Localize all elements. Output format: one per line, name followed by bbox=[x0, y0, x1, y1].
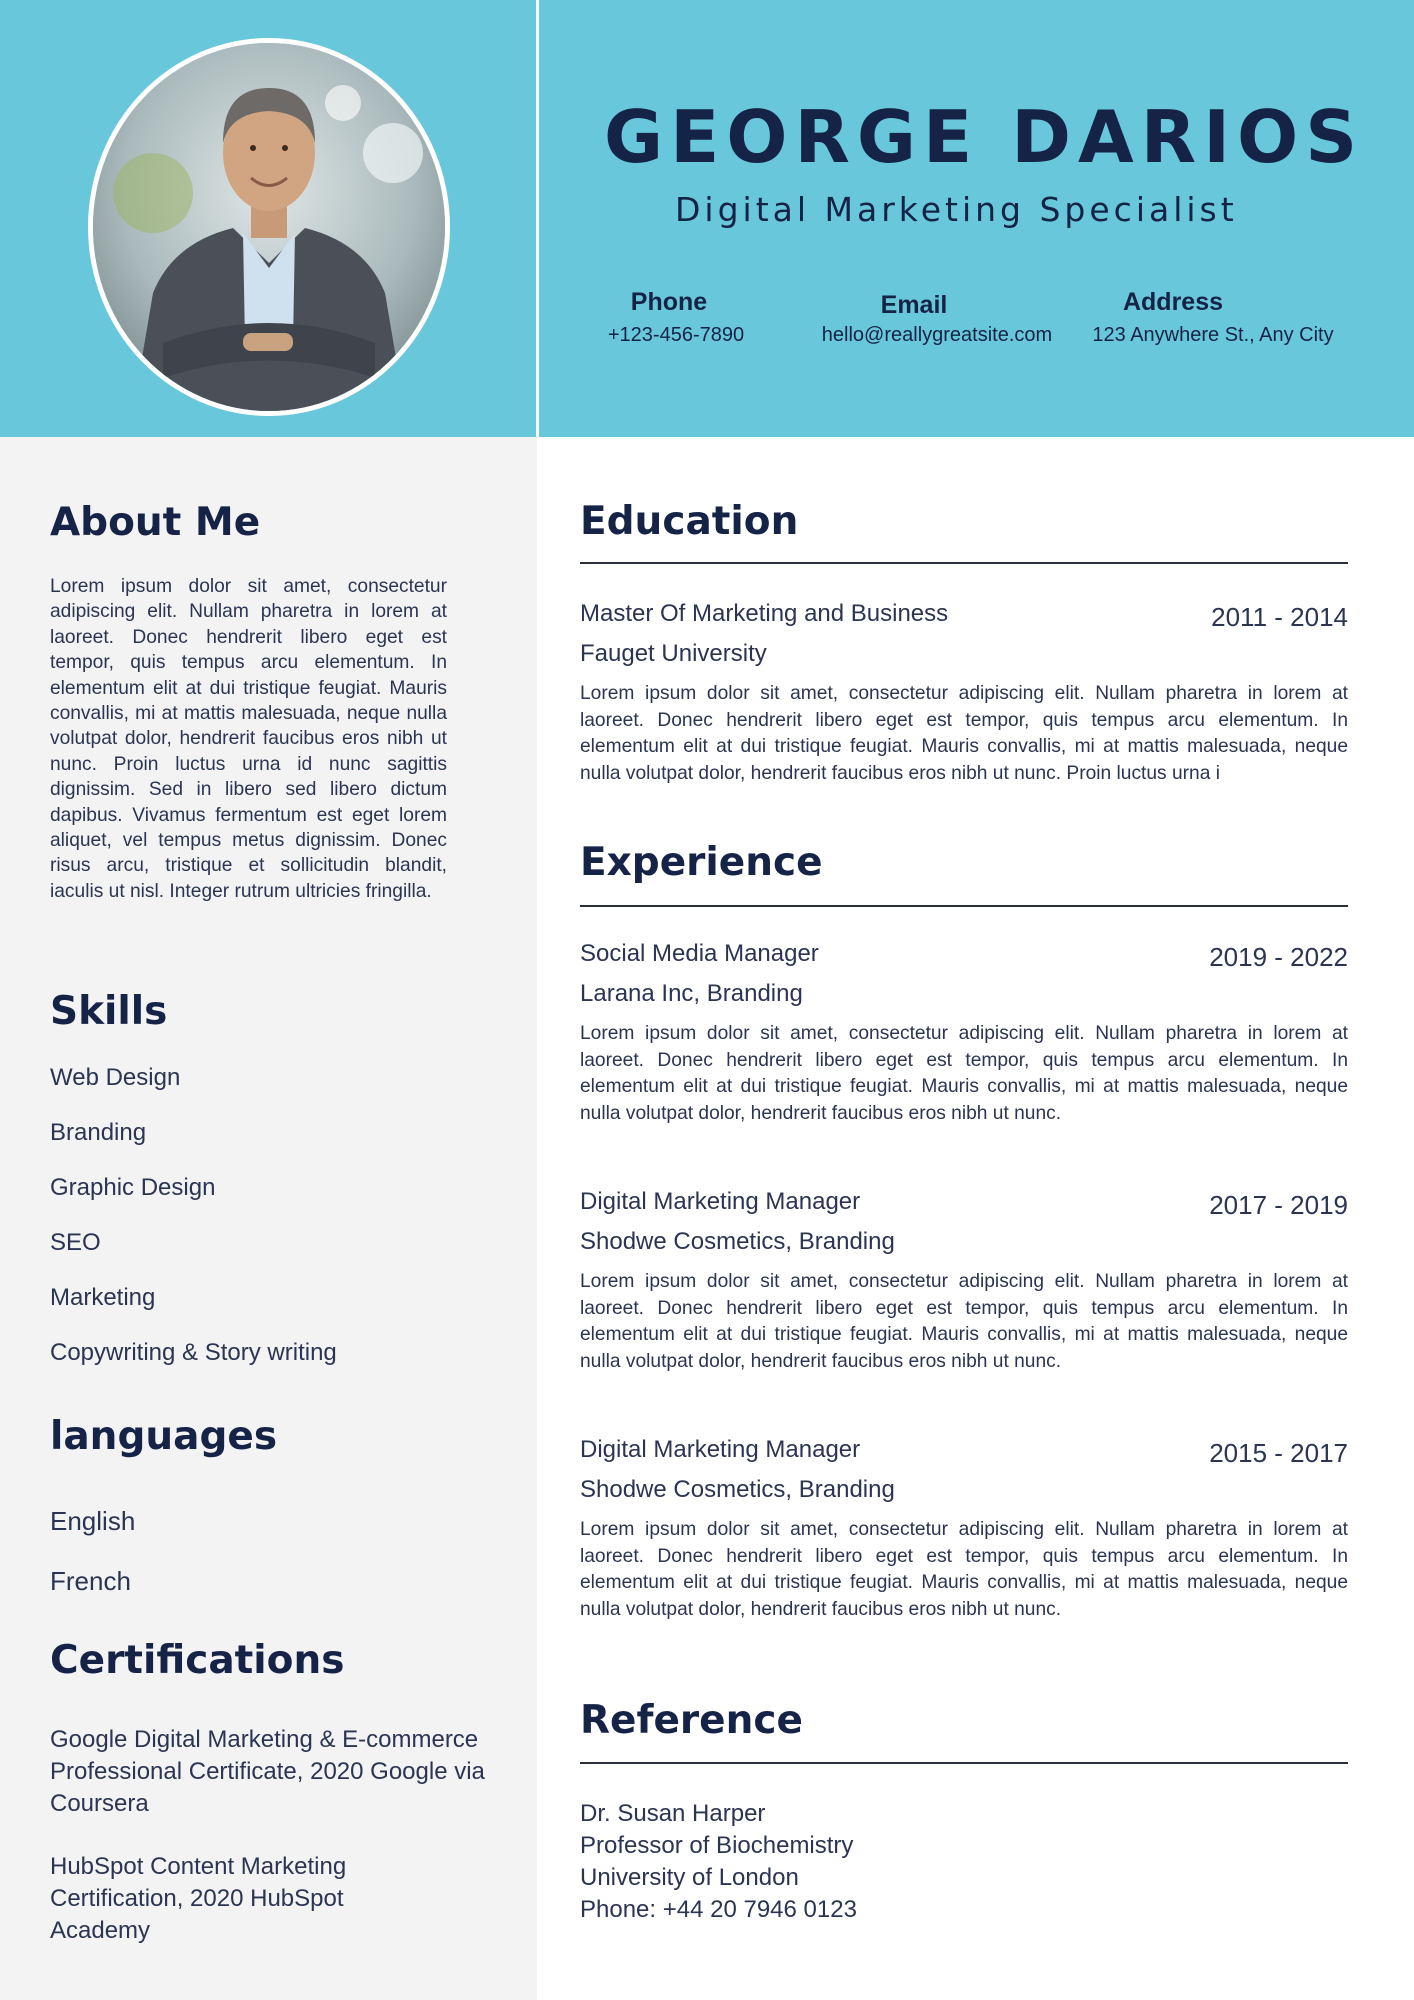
person-name: GEORGE DARIOS bbox=[604, 95, 1365, 179]
experience-company: Shodwe Cosmetics, Branding bbox=[580, 1476, 895, 1503]
certifications-heading: Certifications bbox=[50, 1638, 345, 1683]
experience-role: Social Media Manager bbox=[580, 940, 819, 967]
experience-date: 2019 - 2022 bbox=[1209, 942, 1348, 972]
experience-company: Shodwe Cosmetics, Branding bbox=[580, 1228, 895, 1255]
skill-item: Web Design bbox=[50, 1064, 181, 1091]
skills-heading: Skills bbox=[50, 989, 168, 1034]
email-label: Email bbox=[880, 291, 948, 319]
address-label: Address bbox=[1122, 288, 1224, 316]
profile-photo-illustration bbox=[93, 43, 445, 411]
reference-phone: Phone: +44 20 7946 0123 bbox=[580, 1896, 857, 1923]
experience-company: Larana Inc, Branding bbox=[580, 980, 803, 1007]
skill-item: Copywriting & Story writing bbox=[50, 1339, 337, 1366]
language-item: French bbox=[50, 1566, 131, 1596]
experience-description: Lorem ipsum dolor sit amet, consectetur adipiscing elit. Nullam pharetra in lorem at laoreet. Donec hendrerit libero eget est tempor, quis tempus arcu elementum. In elementum elit at dui tristique feugiat. Mauris convallis, mi at mattis malesuada, neque nulla volutpat dolor, hendrerit faucibus eros nibh ut nunc. bbox=[580, 1023, 1348, 1124]
languages-heading: languages bbox=[50, 1414, 278, 1459]
skill-item: Marketing bbox=[50, 1284, 156, 1311]
experience-heading: Experience bbox=[580, 840, 823, 885]
reference-heading: Reference bbox=[580, 1698, 803, 1743]
address-value: 123 Anywhere St., Any City bbox=[1092, 324, 1334, 346]
experience-divider bbox=[580, 905, 1348, 907]
experience-date: 2015 - 2017 bbox=[1209, 1438, 1348, 1468]
experience-description: Lorem ipsum dolor sit amet, consectetur adipiscing elit. Nullam pharetra in lorem at laoreet. Donec hendrerit libero eget est tempor, quis tempus arcu elementum. In elementum elit at dui tristique feugiat. Mauris convallis, mi at mattis malesuada, neque nulla volutpat dolor, hendrerit faucibus eros nibh ut nunc. bbox=[580, 1271, 1348, 1372]
about-heading: About Me bbox=[50, 500, 261, 545]
education-school: Fauget University bbox=[580, 640, 767, 667]
experience-role: Digital Marketing Manager bbox=[580, 1436, 861, 1463]
certification-item: HubSpot Content Marketing Certification, 2020 HubSpot Academy bbox=[50, 1853, 347, 1944]
job-title: Digital Marketing Specialist bbox=[675, 190, 1238, 229]
skill-item: SEO bbox=[50, 1229, 101, 1256]
education-divider bbox=[580, 562, 1348, 564]
experience-description: Lorem ipsum dolor sit amet, consectetur adipiscing elit. Nullam pharetra in lorem at laoreet. Donec hendrerit libero eget est tempor, quis tempus arcu elementum. In elementum elit at dui tristique feugiat. Mauris convallis, mi at mattis malesuada, neque nulla volutpat dolor, hendrerit faucibus eros nibh ut nunc. bbox=[580, 1519, 1348, 1620]
profile-photo bbox=[88, 38, 450, 416]
education-description: Lorem ipsum dolor sit amet, consectetur adipiscing elit. Nullam pharetra in lorem at laoreet. Donec hendrerit libero eget est tempor, quis tempus arcu elementum. In elementum elit at dui tristique feugiat. Mauris convallis, mi at mattis malesuada, neque nulla volutpat dolor, hendrerit faucibus eros nibh ut nunc. Proin luctus urna i bbox=[580, 683, 1348, 784]
reference-name: Dr. Susan Harper bbox=[580, 1800, 766, 1827]
language-item: English bbox=[50, 1506, 136, 1536]
certification-item: Google Digital Marketing & E-commerce Professional Certificate, 2020 Google via Coursera bbox=[50, 1726, 485, 1817]
skill-item: Branding bbox=[50, 1119, 147, 1146]
phone-label: Phone bbox=[630, 288, 708, 316]
experience-role: Digital Marketing Manager bbox=[580, 1188, 861, 1215]
reference-divider bbox=[580, 1762, 1348, 1764]
education-heading: Education bbox=[580, 499, 799, 544]
email-value: hello@reallygreatsite.com bbox=[821, 324, 1053, 346]
experience-date: 2017 - 2019 bbox=[1209, 1190, 1348, 1220]
reference-institution: University of London bbox=[580, 1864, 799, 1891]
about-text: Lorem ipsum dolor sit amet, consectetur adipiscing elit. Nullam pharetra in lorem at laoreet. Donec hendrerit libero eget est tempor, quis tempus arcu elementum. In elementum elit at dui tristique feugiat. Mauris convallis, mi at mattis malesuada, neque nulla volutpat dolor, hendrerit faucibus eros nibh ut nunc. Proin luctus urna id nunc sagittis dignissim. Sed in libero sed libero dictum dapibus. Vivamus fermentum est eget lorem aliquet, vel tempus metus dignissim. Donec risus arcu, tristique et sollicitudin blandit, iaculis ut nisl. Integer rutrum ultricies fringilla. bbox=[50, 576, 447, 902]
education-date: 2011 - 2014 bbox=[1211, 602, 1348, 632]
phone-value: +123-456-7890 bbox=[607, 324, 745, 346]
education-degree: Master Of Marketing and Business bbox=[580, 600, 949, 627]
reference-position: Professor of Biochemistry bbox=[580, 1832, 854, 1859]
skill-item: Graphic Design bbox=[50, 1174, 216, 1201]
